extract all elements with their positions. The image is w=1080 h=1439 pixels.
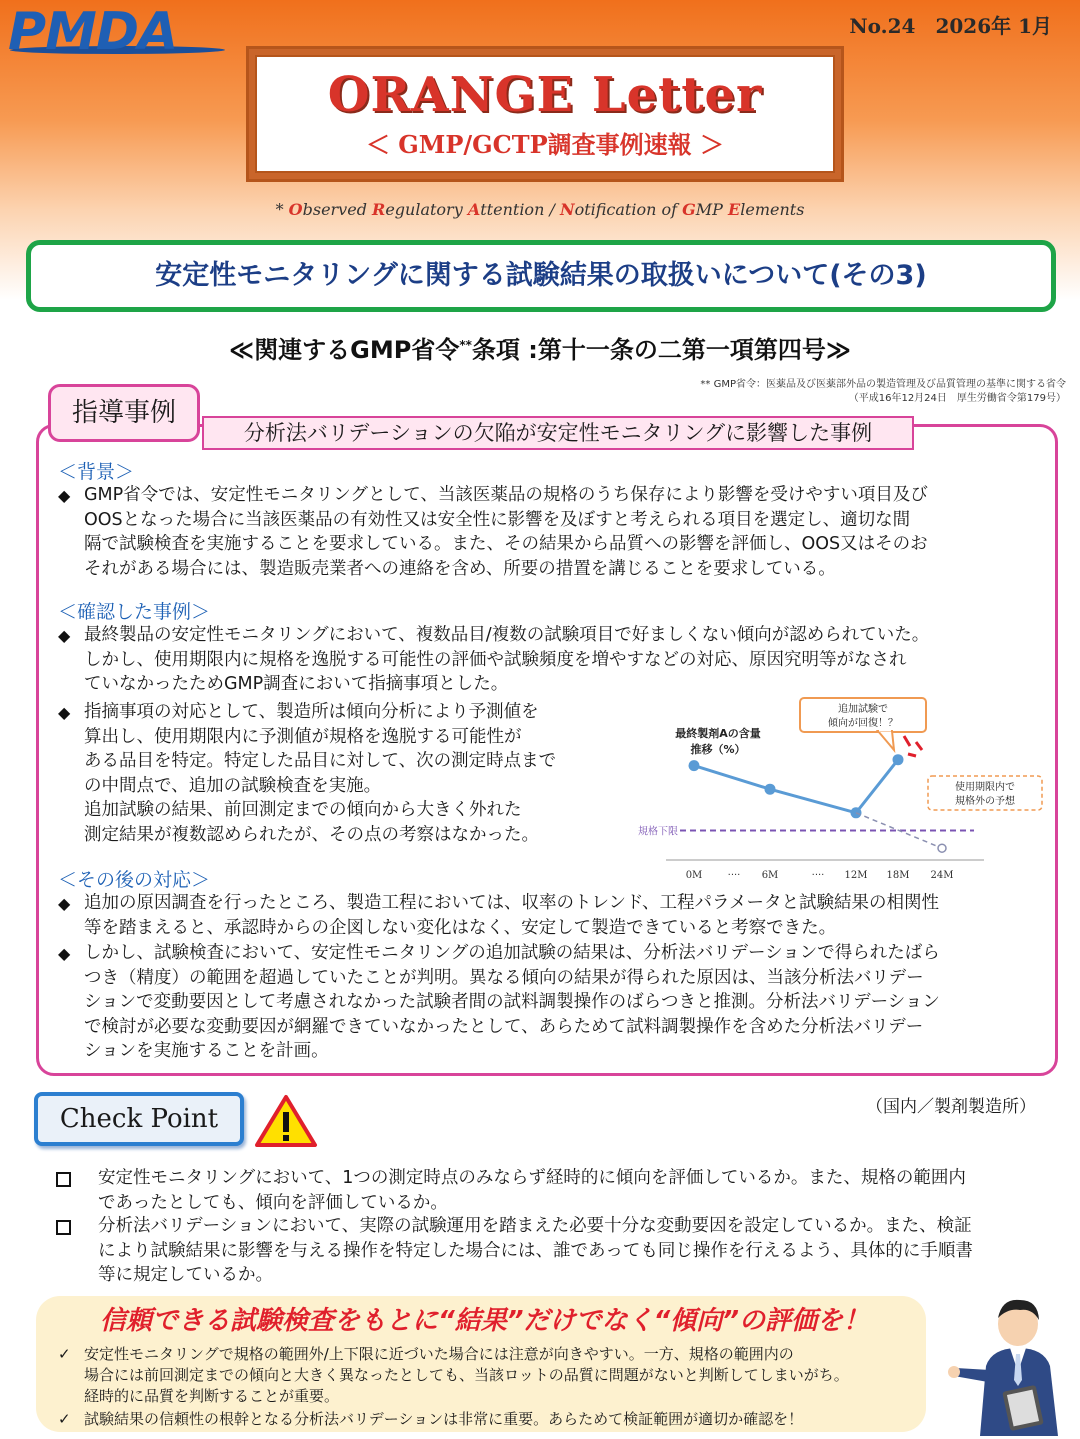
callout-pointer (878, 731, 894, 750)
acronym-line: * Observed Regulatory Attention / Notification of GMP Elements (275, 200, 805, 219)
bullet-icon: ◆ (58, 486, 71, 505)
confirmed-paragraph-2: 指摘事項の対応として、製造所は傾向分析により予測値を 算出し、使用期限内に予測値が規格を逸脱する可能性が ある品目を特定。特定した品目に対して、次の測定時点まで の中間点で、追加の試験検査を実施。 追加試験の結果、前回測定までの傾向から大きく外れた 測定結果が複数認められたが、その点の考察はなかった。 (84, 702, 557, 845)
callout-text: 使用期限内で (955, 782, 1015, 793)
x-tick-label: 0M (685, 870, 703, 881)
check-item-2: 分析法バリデーションにおいて、実際の試験運用を踏まえた必要十分な変動要因を設定しているか。また、検証 により試験結果に影響を与える操作を特定した場合には、誰であっても同じ操作を行えるよう、具体的に手順書 等に規定しているか。 (98, 1216, 973, 1285)
chart-layer (638, 698, 1042, 881)
case-subtitle: 分析法バリデーションの欠陥が安定性モニタリングに影響した事例 (202, 416, 914, 450)
title-box (246, 46, 844, 182)
chart-title-line-2: 推移（%） (690, 743, 746, 756)
check-point-label: Check Point (34, 1092, 244, 1146)
after-paragraph-1: 追加の原因調査を行ったところ、製造工程においては、収率のトレンド、工程パラメータと試験結果の相関性 等を踏まえると、承認時からの企図しない変化はなく、安定して製造できていると考察できた。 (84, 893, 939, 938)
check-item-1: 安定性モニタリングにおいて、1つの測定時点のみならず経時的に傾向を評価しているか。また、規格の範囲内 であったとしても、傾向を評価しているか。 (98, 1168, 966, 1213)
presenter-illustration-icon (946, 1296, 1076, 1436)
emphasis-mark (904, 736, 910, 746)
section-heading-after: ＜その後の対応＞ (58, 869, 211, 891)
footnote-line-1: ** GMP省令：医薬品及び医薬部外品の製造管理及び品質管理の基準に関する省令 (700, 379, 1066, 390)
data-point (689, 760, 700, 771)
callout-text: 傾向が回復！？ (828, 718, 898, 729)
data-point (938, 844, 946, 852)
bullet-icon: ◆ (58, 894, 71, 913)
data-point (893, 754, 904, 765)
summary-title: 信頼できる試験検査をもとに“結果”だけでなく“傾向”の評価を！ (100, 1306, 869, 1336)
x-gap-label: ···· (811, 870, 825, 881)
issue-number: No.24 2026年 1月 (849, 14, 1052, 38)
series-line-1 (856, 813, 942, 848)
check-icon: ✓ (58, 1345, 71, 1363)
scope-label: （国内／製剤製造所） (866, 1097, 1036, 1117)
x-gap-label: ···· (727, 870, 741, 881)
bullet-icon: ◆ (58, 626, 71, 645)
check-icon: ✓ (58, 1410, 71, 1428)
callout-text: 規格外の予想 (955, 796, 1015, 807)
warning-icon (254, 1094, 318, 1148)
chart-title-line-1: 最終製剤Aの含量 (675, 727, 761, 740)
x-tick-label: 6M (761, 870, 779, 881)
content-trend-chart (622, 692, 1054, 884)
x-tick-label: 12M (844, 870, 868, 881)
summary-item-1: 安定性モニタリングで規格の範囲外/上下限に近づいた場合には注意が向きやすい。一方、規格の範囲内の 場合には前回測定までの傾向と大きく異なったとしても、当該ロットの品質に問題がないと判断してしまいがち。 経時的に品質を判断することが重要。 (84, 1345, 849, 1405)
bullet-icon: ◆ (58, 703, 71, 722)
series-line-0 (694, 760, 898, 813)
letter-title: ORANGE Letter (327, 67, 763, 123)
section-heading-background: ＜背景＞ (58, 461, 135, 483)
emphasis-mark (916, 742, 922, 750)
letter-subtitle: ＜ GMP/GCTP調査事例速報 ＞ (365, 130, 725, 159)
summary-item-2: 試験結果の信頼性の根幹となる分析法バリデーションは非常に重要。あらためて検証範囲が適切か確認を！ (84, 1410, 804, 1428)
after-paragraph-2: しかし、試験検査において、安定性モニタリングの追加試験の結果は、分析法バリデーションで得られたばら つき（精度）の範囲を超過していたことが判明。異なる傾向の結果が得られた原因は、当該分析法バリデー ションで変動要因として考慮されなかった試験者間の試料調製操作のばらつきと推測。分析法バリデーション で検討が必要な変動要因が網羅できていなかったとして、あらためて試料調製操作を含めた分析法バリデー ションを実施することを計画。 (84, 943, 940, 1061)
case-tab: 指導事例 (48, 384, 200, 442)
x-tick-label: 18M (886, 870, 910, 881)
emphasis-mark (908, 754, 916, 756)
callout-text: 追加試験で (838, 704, 888, 715)
confirmed-paragraph-1: 最終製品の安定性モニタリングにおいて、複数品目/複数の試験項目で好ましくない傾向が認められていた。 しかし、使用期限内に規格を逸脱する可能性の評価や試験頻度を増やすなどの対応、原因究明等がなされ ていなかったためGMP調査において指摘事項とした。 (84, 625, 930, 694)
checkbox-icon (56, 1220, 71, 1235)
bullet-icon: ◆ (58, 944, 71, 963)
x-tick-label: 24M (930, 870, 954, 881)
topic-box (26, 240, 1056, 312)
spec-limit-label: 規格下限 (638, 826, 678, 838)
pmda-logo: PMDA (8, 2, 178, 62)
data-point (765, 784, 776, 795)
topic-title: 安定性モニタリングに関する試験結果の取扱いについて(その3) (155, 260, 927, 291)
related-article: ≪関連するGMP省令**条項 :第十一条の二第一項第四号≫ (229, 336, 851, 364)
checkbox-icon (56, 1172, 71, 1187)
footnote-line-2: （平成16年12月24日 厚生労働省令第179号） (848, 393, 1066, 404)
section-heading-confirmed: ＜確認した事例＞ (58, 601, 211, 623)
background-paragraph: GMP省令では、安定性モニタリングとして、当該医薬品の規格のうち保存により影響を受けやすい項目及び OOSとなった場合に当該医薬品の有効性又は安全性に影響を及ぼすと考えられる項目を選定し、適切な間 隔で試験検査を実施することを要求している。また、その結果から品質への影響を評価し、OOS又はそのお それがある場合には、製造販売業者への連絡を含め、所要の措置を講じることを要求している。 (84, 485, 928, 579)
data-point (851, 807, 862, 818)
